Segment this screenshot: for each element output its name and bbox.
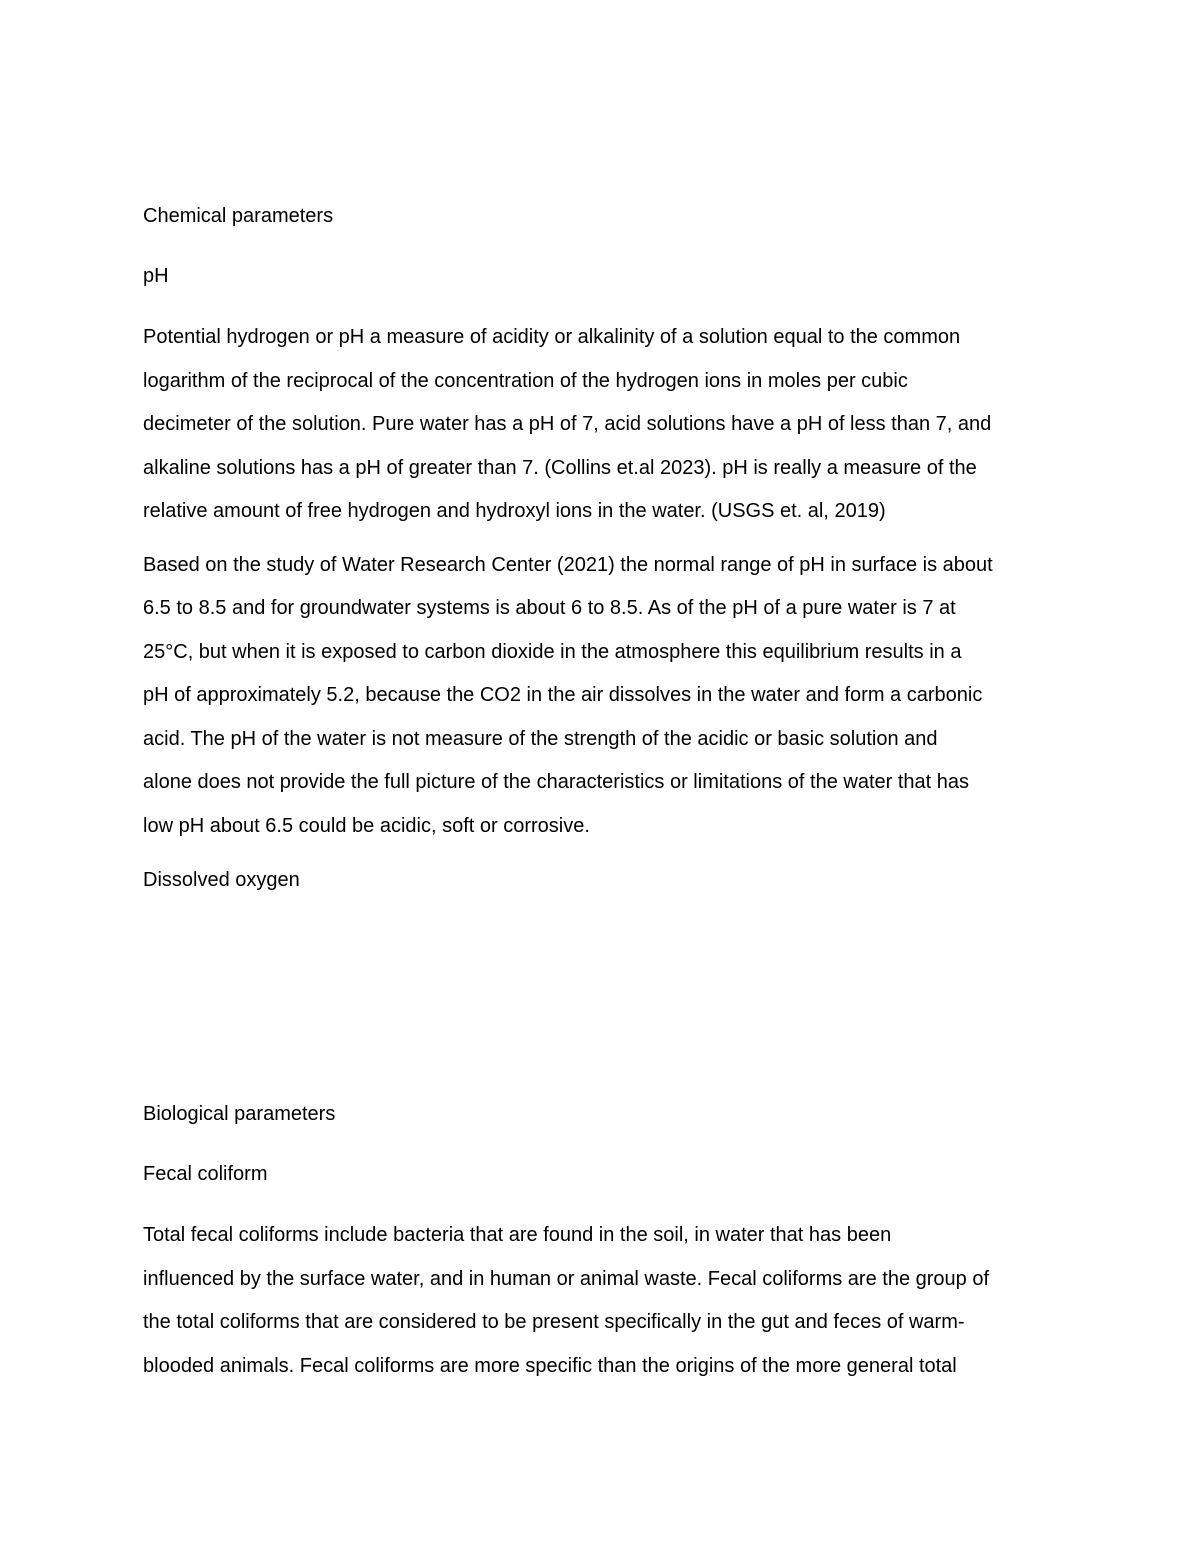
paragraph-fecal-coliform (143, 1214, 1058, 1388)
paragraph-line: Total fecal coliforms include bacteria that are found in the soil, in water that has been (143, 1224, 892, 1246)
section-heading-chemical-parameters: Chemical parameters (143, 205, 334, 227)
paragraph-line: alkaline solutions has a pH of greater than 7. (Collins et.al 2023). pH is really a measure of the (143, 456, 977, 479)
subheading-fecal-coliform: Fecal coliform (143, 1163, 268, 1185)
document-content (143, 198, 1058, 1388)
paragraph-ph-range (143, 544, 1058, 849)
paragraph-line: decimeter of the solution. Pure water has a pH of 7, acid solutions have a pH of less than 7, and (143, 413, 992, 435)
paragraph-line: blooded animals. Fecal coliforms are more specific than the origins of the more general total (143, 1354, 957, 1377)
subheading-dissolved-oxygen: Dissolved oxygen (143, 869, 300, 891)
paragraph-line: 6.5 to 8.5 and for groundwater systems is about 6 to 8.5. As of the pH of a pure water is 7 at (143, 597, 956, 619)
paragraph-line: the total coliforms that are considered to be present specifically in the gut and feces of warm- (143, 1311, 965, 1333)
subheading-ph: pH (143, 265, 169, 287)
paragraph-line: 25°C, but when it is exposed to carbon dioxide in the atmosphere this equilibrium results in a (143, 640, 962, 663)
paragraph-line: pH of approximately 5.2, because the CO2 in the air dissolves in the water and form a carbonic (143, 684, 983, 706)
section-heading-biological-parameters: Biological parameters (143, 1103, 336, 1125)
paragraph-line: Based on the study of Water Research Center (2021) the normal range of pH in surface is about (143, 553, 993, 576)
paragraph-line: low pH about 6.5 could be acidic, soft or corrosive. (143, 814, 590, 837)
paragraph-ph-definition (143, 316, 1058, 534)
paragraph-line: Potential hydrogen or pH a measure of acidity or alkalinity of a solution equal to the common (143, 326, 961, 348)
paragraph-line: relative amount of free hydrogen and hydroxyl ions in the water. (USGS et. al, 2019) (143, 500, 886, 522)
paragraph-line: influenced by the surface water, and in human or animal waste. Fecal coliforms are the group of (143, 1267, 990, 1290)
paragraph-line: acid. The pH of the water is not measure of the strength of the acidic or basic solution and (143, 727, 938, 750)
paragraph-line: logarithm of the reciprocal of the concentration of the hydrogen ions in moles per cubic (143, 369, 908, 392)
paragraph-line: alone does not provide the full picture of the characteristics or limitations of the water that has (143, 771, 969, 793)
